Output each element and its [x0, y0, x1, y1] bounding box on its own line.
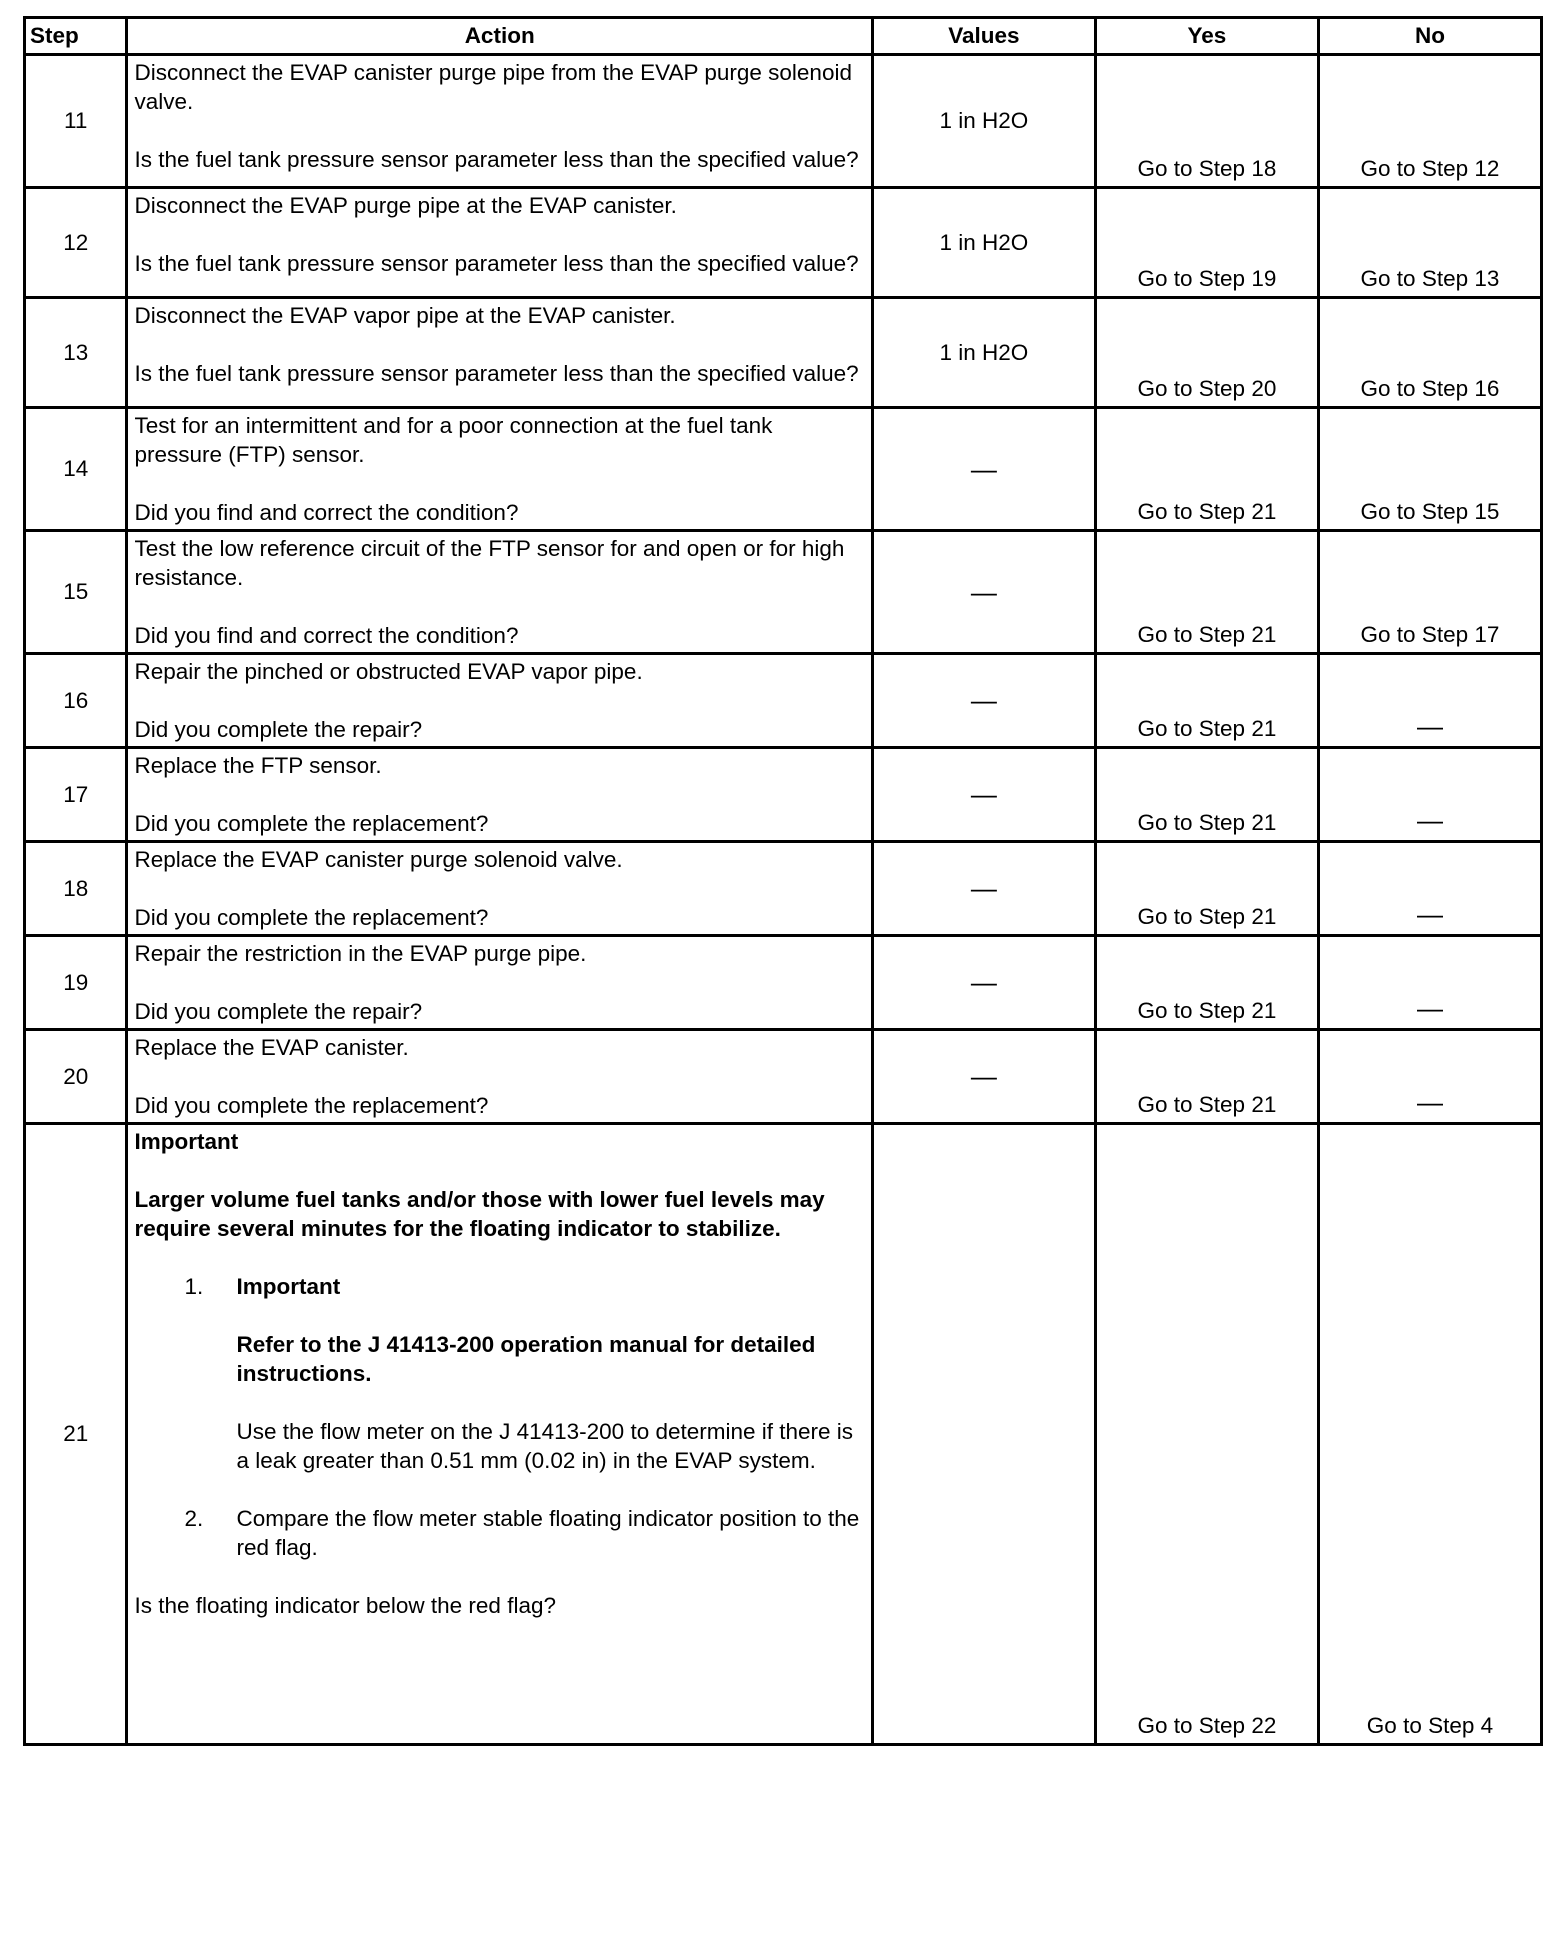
action-question: Did you find and correct the condition? [134, 623, 519, 648]
table-row [25, 1124, 1542, 1745]
values-cell: — [872, 748, 1095, 842]
no-cell: — [1318, 748, 1541, 842]
substep-important-note: Refer to the J 41413-200 operation manual for detailed instructions. [236, 1332, 816, 1386]
list-item [134, 1272, 862, 1504]
action-cell [127, 654, 872, 748]
step-number: 18 [25, 842, 127, 936]
action-cell [127, 408, 872, 531]
header-step: Step [25, 18, 127, 55]
action-text: Test the low reference circuit of the FTP sensor for and open or for high resistance. [134, 536, 845, 590]
no-cell: Go to Step 4 [1318, 1124, 1541, 1745]
action-question: Is the floating indicator below the red flag? [134, 1593, 556, 1618]
values-cell: — [872, 1030, 1095, 1124]
action-text: Replace the FTP sensor. [134, 753, 382, 778]
no-cell: — [1318, 842, 1541, 936]
substep-text: Use the flow meter on the J 41413-200 to determine if there is a leak greater than 0.51 mm (0.02 in) in the EVAP system. [236, 1419, 854, 1473]
action-question: Did you complete the repair? [134, 717, 423, 742]
action-text: Repair the pinched or obstructed EVAP vapor pipe. [134, 659, 643, 684]
values-cell: — [872, 408, 1095, 531]
action-cell [127, 936, 872, 1030]
table-row [25, 188, 1542, 298]
yes-cell: Go to Step 19 [1095, 188, 1318, 298]
action-question: Did you find and correct the condition? [134, 500, 519, 525]
header-row [25, 18, 1542, 55]
substep-important-label: Important [236, 1274, 341, 1299]
values-cell: — [872, 654, 1095, 748]
action-question: Did you complete the replacement? [134, 1093, 489, 1118]
table-row [25, 298, 1542, 408]
action-cell [127, 55, 872, 188]
step-number: 16 [25, 654, 127, 748]
action-cell [127, 1030, 872, 1124]
yes-cell: Go to Step 21 [1095, 842, 1318, 936]
yes-cell: Go to Step 21 [1095, 748, 1318, 842]
action-question: Did you complete the replacement? [134, 905, 489, 930]
step-number: 15 [25, 531, 127, 654]
substep-number: 1. [184, 1274, 204, 1299]
action-cell [127, 842, 872, 936]
table-row [25, 531, 1542, 654]
action-cell [127, 748, 872, 842]
substep-list [134, 1272, 862, 1591]
action-text: Disconnect the EVAP vapor pipe at the EVAP canister. [134, 303, 676, 328]
action-text: Replace the EVAP canister. [134, 1035, 409, 1060]
action-text: Test for an intermittent and for a poor connection at the fuel tank pressure (FTP) sensor. [134, 413, 773, 467]
diagnostic-steps-table [23, 16, 1543, 1746]
step-number: 14 [25, 408, 127, 531]
no-cell: — [1318, 936, 1541, 1030]
table-row [25, 936, 1542, 1030]
table-row [25, 842, 1542, 936]
substep-text: Compare the flow meter stable floating indicator position to the red flag. [236, 1506, 860, 1560]
table-row [25, 1030, 1542, 1124]
important-note: Larger volume fuel tanks and/or those with lower fuel levels may require several minutes for the floating indicator to stabilize. [134, 1187, 825, 1241]
no-cell: Go to Step 12 [1318, 55, 1541, 188]
yes-cell: Go to Step 21 [1095, 408, 1318, 531]
header-yes: Yes [1095, 18, 1318, 55]
no-cell: Go to Step 16 [1318, 298, 1541, 408]
action-text: Repair the restriction in the EVAP purge pipe. [134, 941, 587, 966]
substep-number: 2. [184, 1506, 204, 1531]
action-question: Is the fuel tank pressure sensor parameter less than the specified value? [134, 147, 859, 172]
step-number: 19 [25, 936, 127, 1030]
table-row [25, 55, 1542, 188]
step-number: 21 [25, 1124, 127, 1745]
header-action: Action [127, 18, 872, 55]
table-row [25, 654, 1542, 748]
action-question: Did you complete the replacement? [134, 811, 489, 836]
values-cell: — [872, 531, 1095, 654]
action-question: Did you complete the repair? [134, 999, 423, 1024]
header-values: Values [872, 18, 1095, 55]
table-row [25, 748, 1542, 842]
action-text: Disconnect the EVAP purge pipe at the EVAP canister. [134, 193, 677, 218]
header-no: No [1318, 18, 1541, 55]
step-number: 12 [25, 188, 127, 298]
diagnostic-table-page [23, 16, 1543, 1746]
no-cell: — [1318, 1030, 1541, 1124]
values-cell: — [872, 842, 1095, 936]
list-item [134, 1504, 862, 1591]
yes-cell: Go to Step 21 [1095, 1030, 1318, 1124]
no-cell: — [1318, 654, 1541, 748]
action-text: Disconnect the EVAP canister purge pipe from the EVAP purge solenoid valve. [134, 60, 852, 114]
step-number: 17 [25, 748, 127, 842]
yes-cell: Go to Step 21 [1095, 531, 1318, 654]
no-cell: Go to Step 13 [1318, 188, 1541, 298]
yes-cell: Go to Step 21 [1095, 654, 1318, 748]
yes-cell: Go to Step 21 [1095, 936, 1318, 1030]
values-cell: 1 in H2O [872, 55, 1095, 188]
step-number: 13 [25, 298, 127, 408]
action-cell [127, 298, 872, 408]
action-text: Replace the EVAP canister purge solenoid valve. [134, 847, 623, 872]
action-question: Is the fuel tank pressure sensor parameter less than the specified value? [134, 251, 859, 276]
table-row [25, 408, 1542, 531]
important-label: Important [134, 1129, 239, 1154]
values-cell: 1 in H2O [872, 298, 1095, 408]
values-cell: — [872, 936, 1095, 1030]
values-cell [872, 1124, 1095, 1745]
yes-cell: Go to Step 18 [1095, 55, 1318, 188]
action-question: Is the fuel tank pressure sensor parameter less than the specified value? [134, 361, 859, 386]
yes-cell: Go to Step 20 [1095, 298, 1318, 408]
action-cell [127, 1124, 872, 1745]
step-number: 11 [25, 55, 127, 188]
action-cell [127, 188, 872, 298]
yes-cell: Go to Step 22 [1095, 1124, 1318, 1745]
action-cell [127, 531, 872, 654]
values-cell: 1 in H2O [872, 188, 1095, 298]
no-cell: Go to Step 17 [1318, 531, 1541, 654]
step-number: 20 [25, 1030, 127, 1124]
no-cell: Go to Step 15 [1318, 408, 1541, 531]
